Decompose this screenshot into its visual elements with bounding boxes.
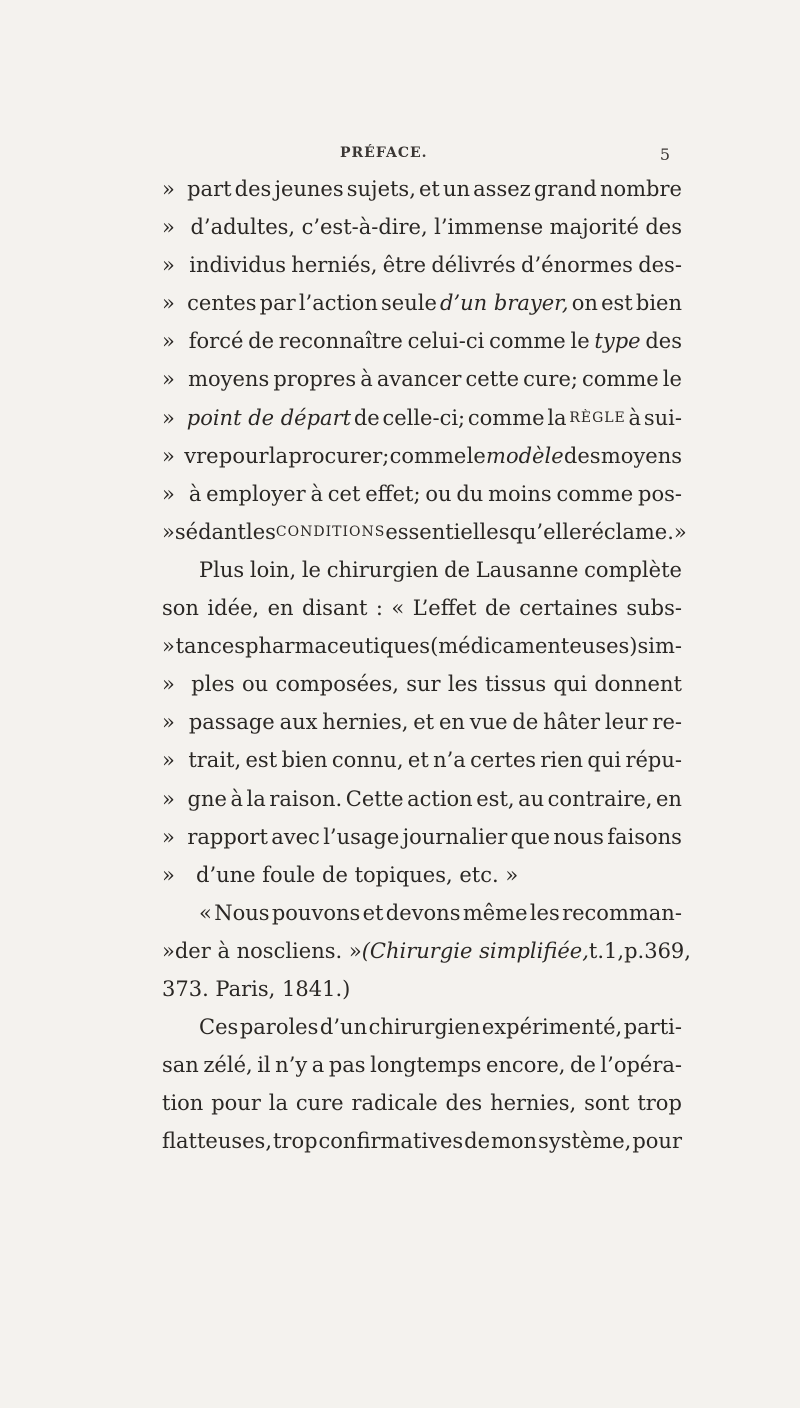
text-line: san zélé, il n’y a pas longtemps encore, de l’opéra- <box>162 1053 682 1078</box>
text-line: » centes par l’action seule d’un brayer, on est bien <box>162 291 682 316</box>
text-line: » forcé de reconnaître celui-ci comme le type des <box>162 329 682 354</box>
text-line: « Nous pouvons et devons même les recomman- <box>199 900 682 925</box>
text-line: son idée, en disant : « L’effet de certaines subs- <box>162 596 682 621</box>
text-line: » vre pour la procurer; comme le modèle des moyens <box>162 443 682 468</box>
text-line: » d’adultes, c’est-à-dire, l’immense majorité des <box>162 215 682 240</box>
text-line: » der à noscliens. » (Chirurgie simplifiée, t. 1, p. 369, <box>162 938 691 963</box>
text-line: 373. Paris, 1841.) <box>162 976 351 1001</box>
page-header <box>160 145 670 169</box>
text-line: » point de départ de celle-ci; comme la RÈGLE à sui- <box>162 405 682 430</box>
text-line: » passage aux hernies, et en vue de hâter leur re- <box>162 710 682 735</box>
text-line: Ces paroles d’un chirurgien expérimenté, parti- <box>199 1015 682 1040</box>
text-line: » part des jeunes sujets, et un assez grand nombre <box>162 177 682 201</box>
text-line: » trait, est bien connu, et n’a certes rien qui répu- <box>162 748 682 773</box>
text-line: » gne à la raison. Cette action est, au contraire, en <box>162 786 682 811</box>
body-text <box>162 170 691 1160</box>
text-line: » individus herniés, être délivrés d’énormes des- <box>162 253 682 278</box>
text-line: flatteuses, trop confirmatives de mon système, pour <box>162 1129 682 1154</box>
text-line: » sédant les CONDITIONS essentielles qu’elle réclame.» <box>162 519 687 544</box>
text-line: » à employer à cet effet; ou du moins comme pos- <box>162 481 682 506</box>
text-line: » tances pharmaceutiques (médicamenteuses) sim- <box>162 634 682 659</box>
page-number: 5 <box>659 145 670 164</box>
text-line: tion pour la cure radicale des hernies, sont trop <box>162 1091 682 1116</box>
text-line: » rapport avec l’usage journalier que nous faisons <box>162 824 682 849</box>
running-head: PRÉFACE. <box>340 145 428 161</box>
text-line: » moyens propres à avancer cette cure; comme le <box>162 367 682 392</box>
text-line: » ples ou composées, sur les tissus qui donnent <box>162 672 682 697</box>
text-line: Plus loin, le chirurgien de Lausanne complète <box>199 557 682 582</box>
text-line: » d’une foule de topiques, etc. » <box>162 862 519 887</box>
